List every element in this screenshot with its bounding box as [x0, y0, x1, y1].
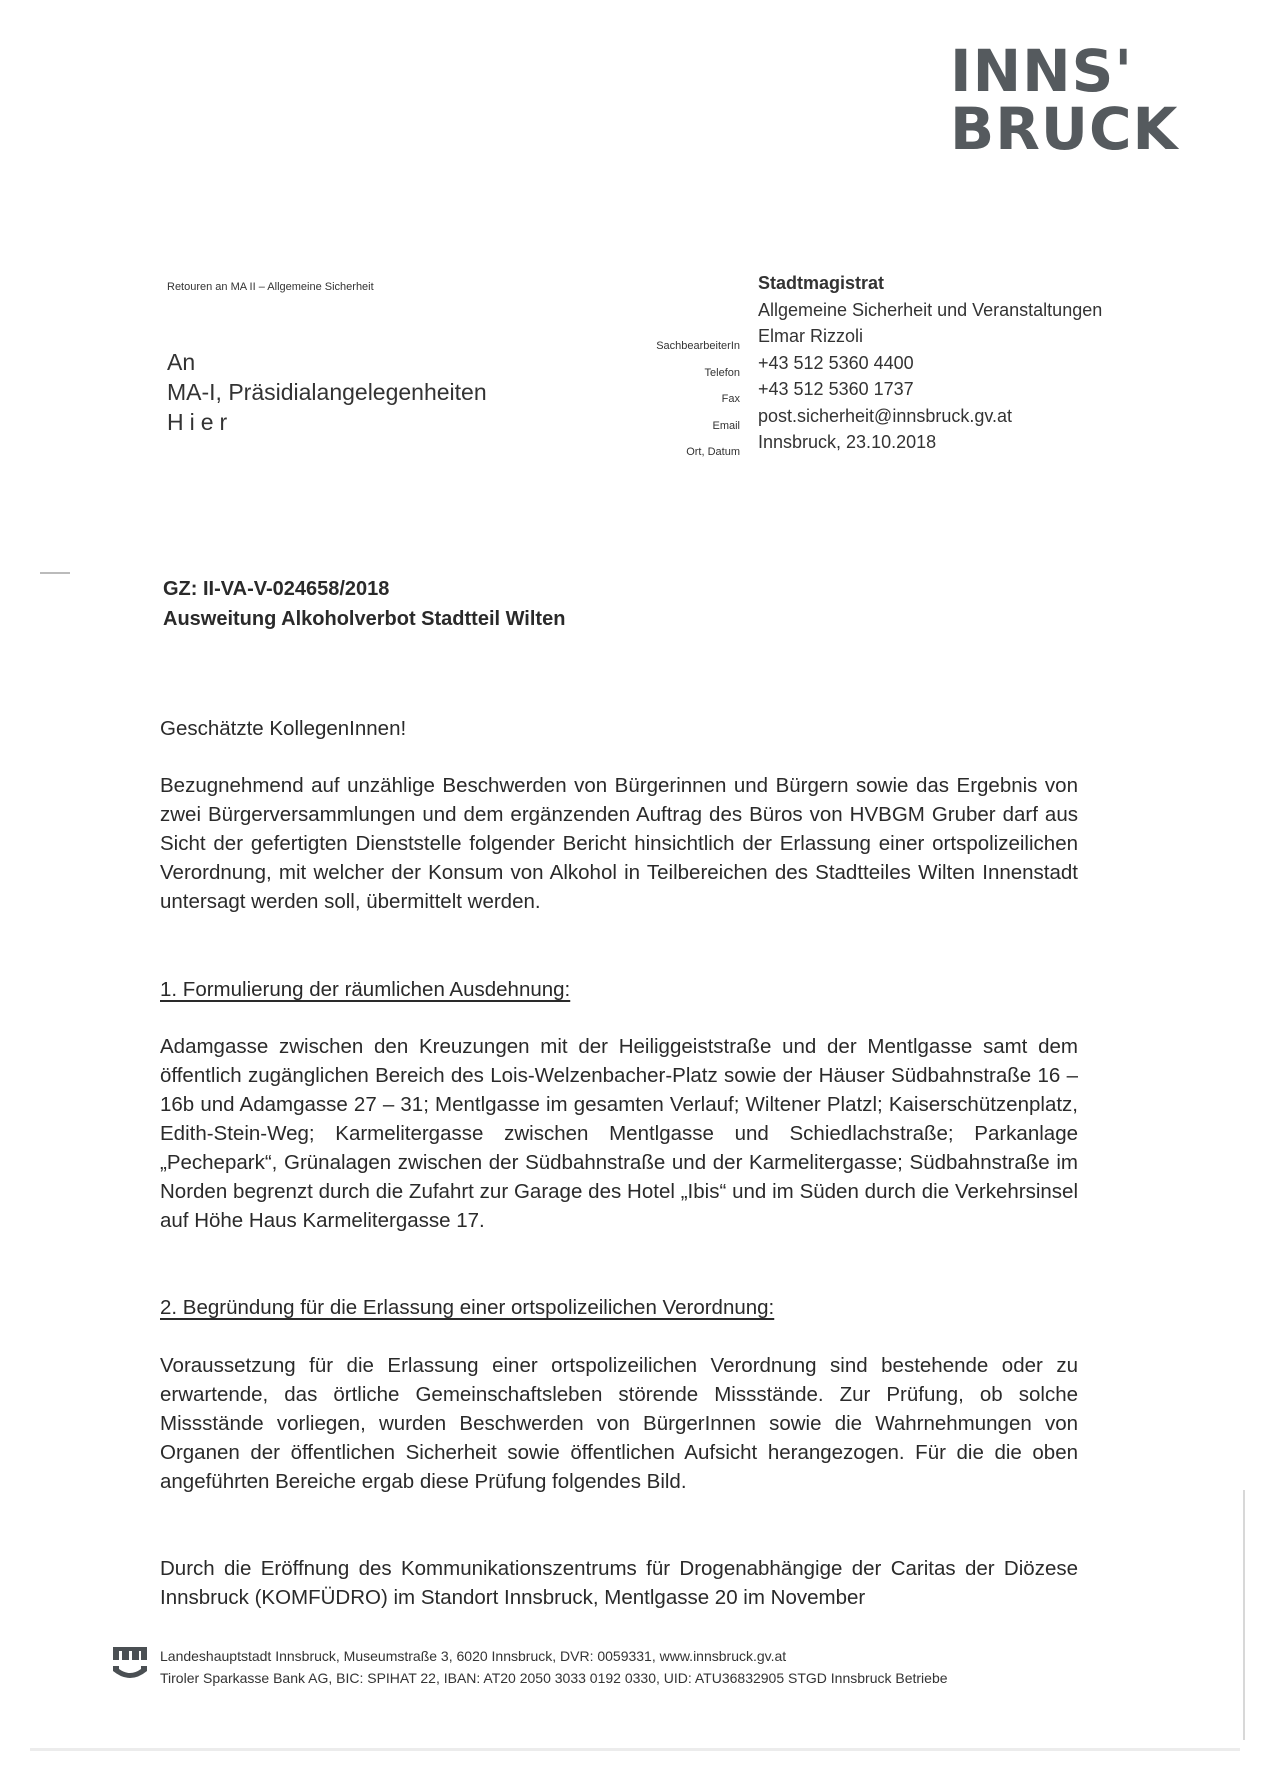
- label-email: Email: [712, 419, 740, 432]
- footer-line-1: Landeshauptstadt Innsbruck, Museumstraße 3, 6020 Innsbruck, DVR: 0059331, www.innsbruck.gv.at: [160, 1648, 787, 1664]
- salutation: Geschätzte KollegenInnen!: [160, 717, 407, 740]
- section-1-paragraph: Adamgasse zwischen den Kreuzungen mit der Heiliggeiststraße und der Mentlgasse samt dem öffentlich zugänglichen Bereich des Lois-Welzenbacher-Platz sowie der Häuser Südbahnstraße 16 – 16b und Adamgasse 27 – 31; Mentlgasse im gesamten Verlauf; Wiltener Platzl; Kaiserschützenplatz, Edith-Stein-Weg; Karmelitergasse zwischen Mentlgasse und Schiedlachstraße; Parkanlage „Pechepark“, Grünalagen zwischen der Südbahnstraße und der Karmelitergasse; Südbahnstraße im Norden begrenzt durch die Zufahrt zur Garage des Hotel „Ibis“ und im Süden durch die Verkehrsinsel auf Höhe Haus Karmelitergasse 17.: [160, 1035, 1078, 1232]
- subject-block: [163, 574, 565, 634]
- logo-line-1: INNS': [950, 37, 1134, 105]
- sender-department: Allgemeine Sicherheit und Veranstaltungen: [758, 299, 1103, 320]
- scan-edge-bottom: [30, 1748, 1240, 1751]
- footer-line-2: Tiroler Sparkasse Bank AG, BIC: SPIHAT 22, IBAN: AT20 2050 3033 0192 0330, UID: ATU36832905 STGD Innsbruck Betriebe: [160, 1670, 948, 1686]
- sender-clerk: Elmar Rizzoli: [758, 326, 864, 346]
- label-telefon: Telefon: [704, 366, 740, 379]
- label-fax: Fax: [721, 393, 740, 405]
- section-2-heading: 2. Begründung für die Erlassung einer ortspolizeilichen Verordnung:: [160, 1296, 775, 1319]
- sender-fax: +43 512 5360 1737: [758, 379, 914, 399]
- recipient-block: [167, 347, 487, 437]
- return-address: Retouren an MA II – Allgemeine Sicherheit: [167, 281, 374, 293]
- sender-place-date: Innsbruck, 23.10.2018: [758, 432, 937, 452]
- sender-labels: [656, 280, 740, 466]
- intro-paragraph: Bezugnehmend auf unzählige Beschwerden von Bürgerinnen und Bürgern sowie das Ergebnis von zwei Bürgerversammlungen und dem ergänzenden Auftrag des Büros von HVBGM Gruber darf aus Sicht der gefertigten Dienststelle folgender Bericht hinsichtlich der Erlassung einer ortspolizeilichen Verordnung, mit welcher der Konsum von Alkohol in Teilbereichen des Stadtteiles Wilten Innenstadt untersagt werden soll, übermittelt werden.: [160, 774, 1078, 913]
- fold-mark: [40, 572, 70, 574]
- footer: [160, 1645, 948, 1689]
- recipient-line-hier: Hier: [167, 409, 234, 435]
- subject-reference: GZ: II-VA-V-024658/2018: [163, 578, 390, 600]
- label-ort-datum: Ort, Datum: [686, 446, 740, 458]
- sender-email: post.sicherheit@innsbruck.gv.at: [758, 405, 1013, 426]
- section-2-paragraph: Voraussetzung für die Erlassung einer ortspolizeilichen Verordnung sind bestehende oder zu erwartende, das örtliche Gemeinschaftsleben störende Missstände. Zur Prüfung, ob solche Missstände vorliegen, wurden Beschwerden von BürgerInnen sowie die Wahrnehmungen von Organen der öffentlichen Sicherheit sowie öffentlichen Aufsicht herangezogen. Für die die oben angeführten Bereiche ergab diese Prüfung folgendes Bild.: [160, 1354, 1078, 1493]
- sender-block: [758, 270, 1102, 456]
- sender-office: Stadtmagistrat: [758, 273, 885, 293]
- innsbruck-logo: [950, 37, 1190, 163]
- label-sachbearbeiterin: SachbearbeiterIn: [656, 340, 740, 352]
- sender-phone: +43 512 5360 4400: [758, 352, 914, 373]
- recipient-line-department: MA-I, Präsidialangelegenheiten: [167, 379, 487, 405]
- innsbruck-emblem-icon: [112, 1645, 148, 1681]
- logo-line-2: BRUCK: [950, 95, 1179, 163]
- section-2-paragraph-2: Durch die Eröffnung des Kommunikationszentrums für Drogenabhängige der Caritas der Diözese Innsbruck (KOMFÜDRO) im Standort Innsbruck, Mentlgasse 20 im November: [160, 1557, 1078, 1609]
- recipient-line-an: An: [167, 349, 196, 375]
- scan-edge-right: [1243, 1490, 1245, 1740]
- section-1-heading: 1. Formulierung der räumlichen Ausdehnung:: [160, 978, 571, 1001]
- subject-title: Ausweitung Alkoholverbot Stadtteil Wilten: [163, 608, 566, 630]
